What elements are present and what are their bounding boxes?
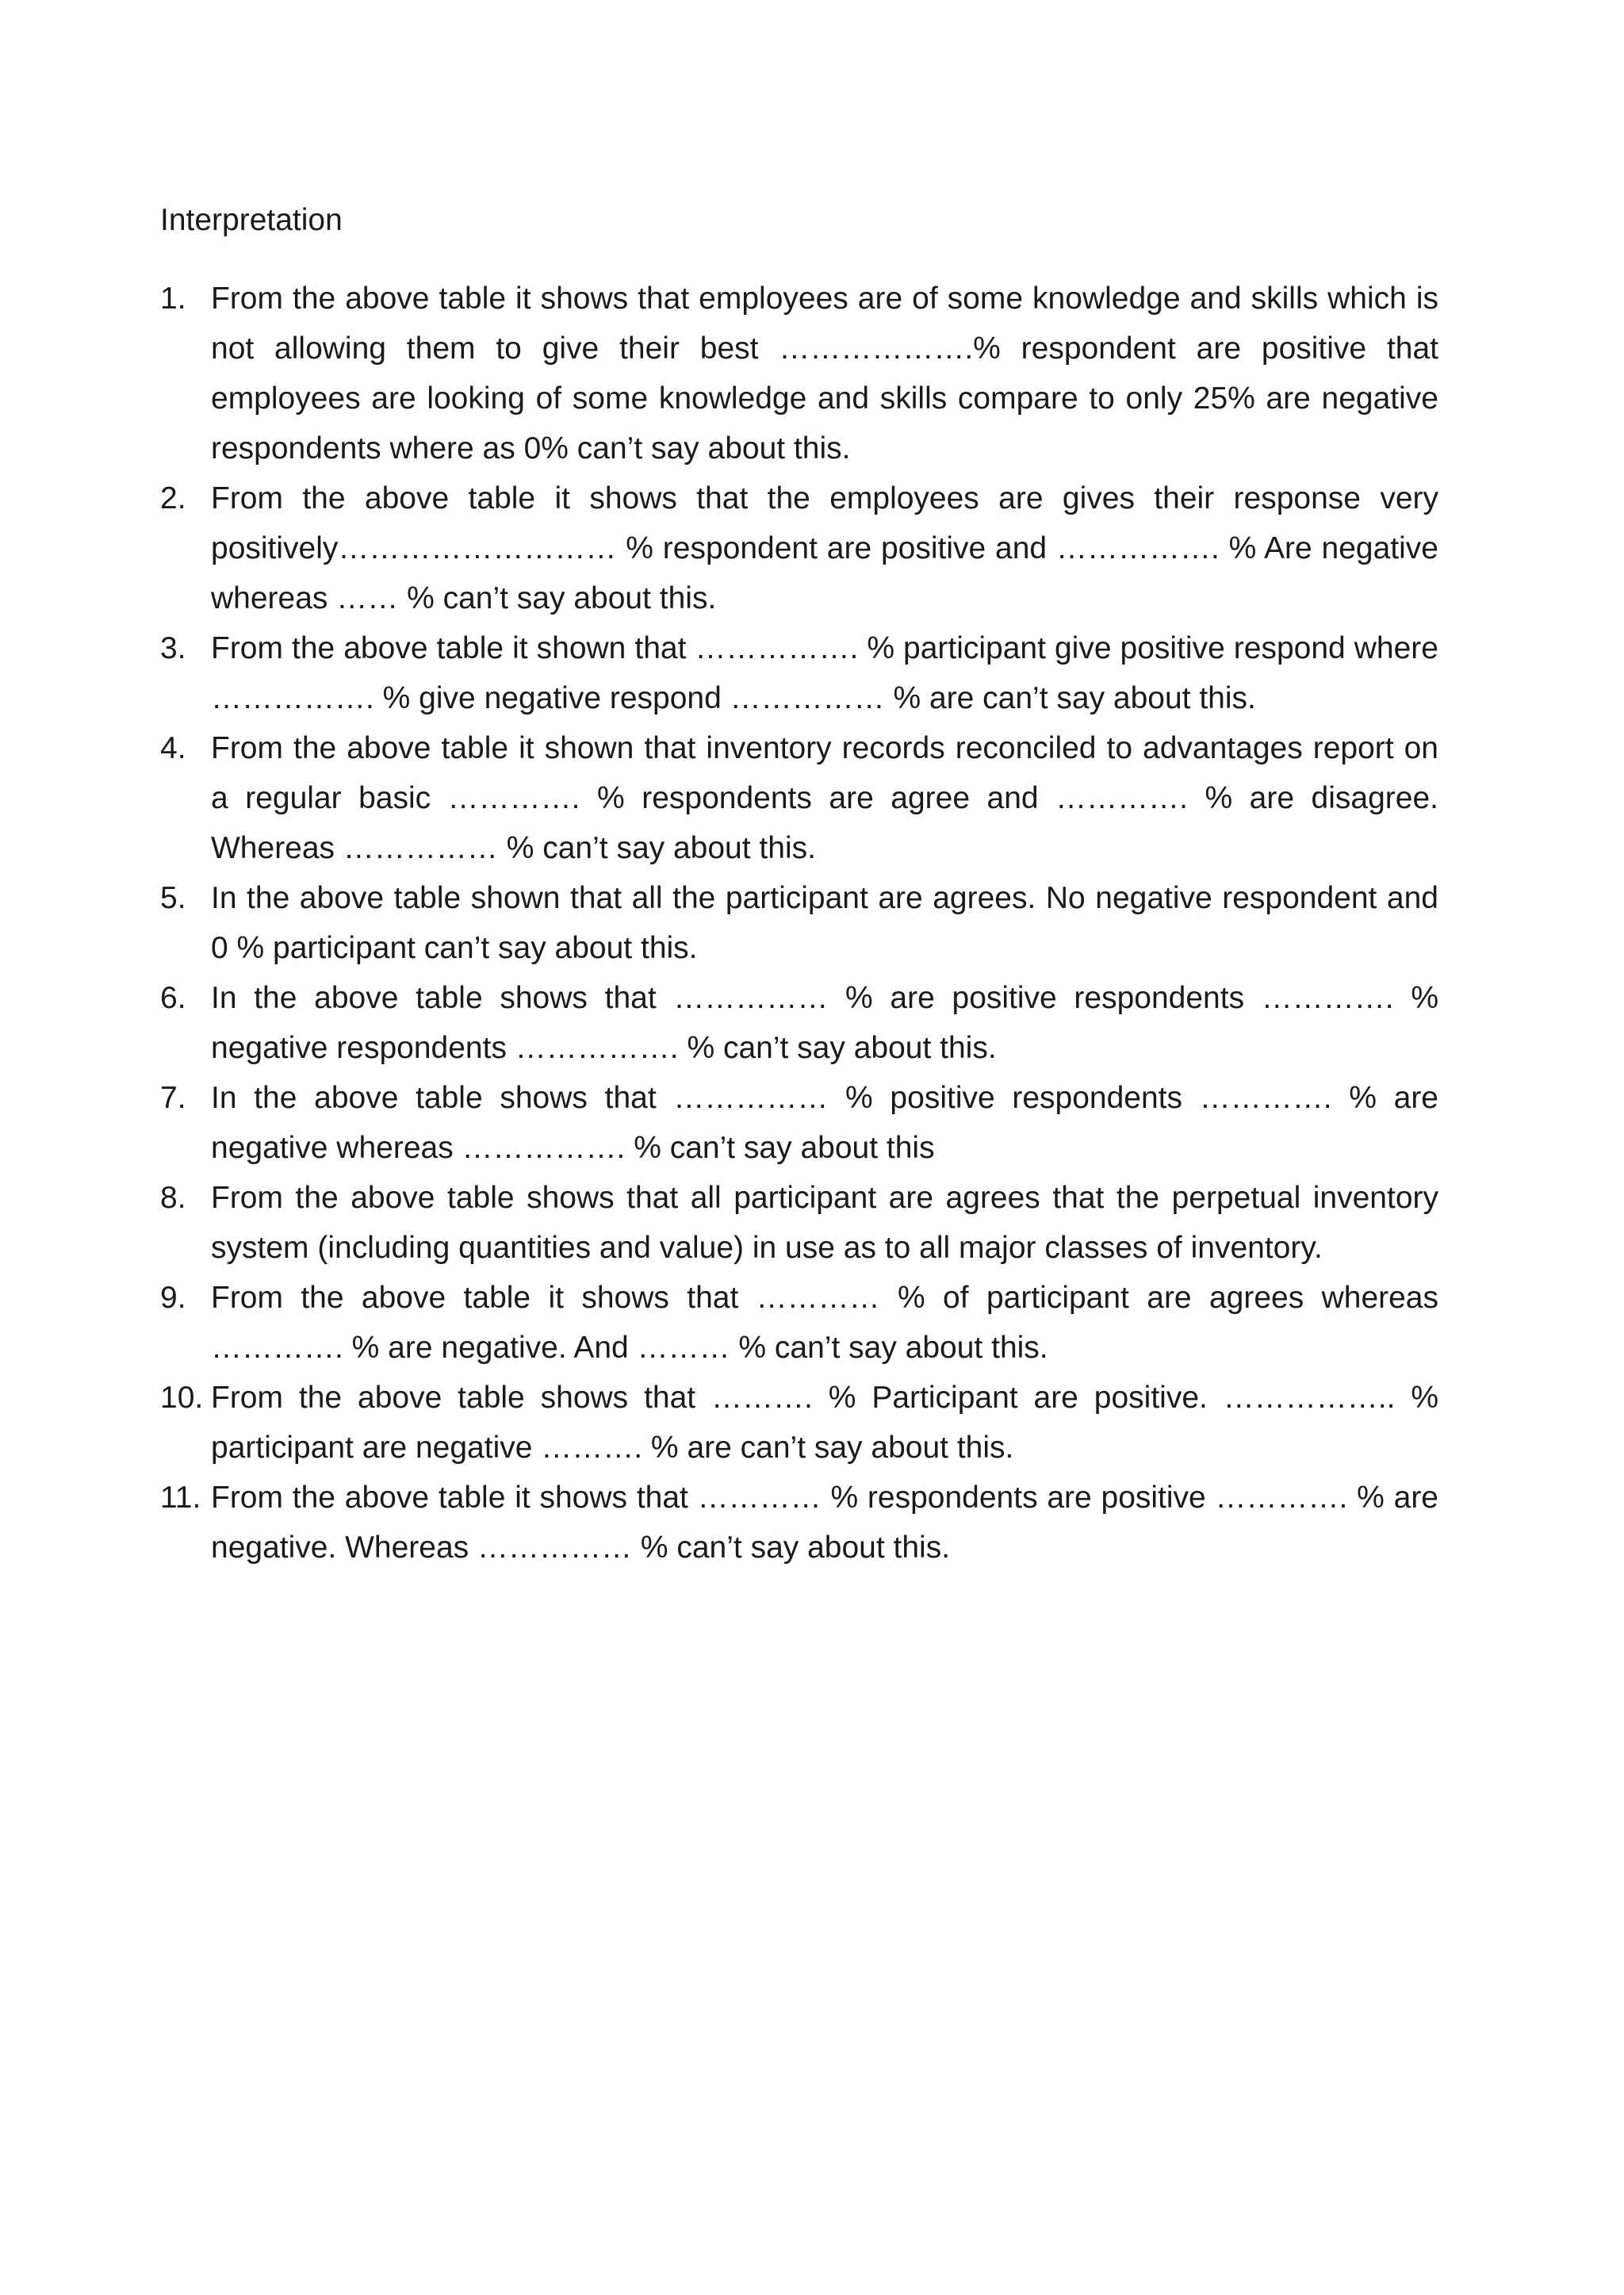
list-item — [160, 723, 1438, 873]
list-item-text: From the above table it shows that ………… % respondents are positive …………. % are negative. Whereas …………… % can’t say about this. — [211, 1481, 1438, 1565]
list-item — [160, 1073, 1438, 1173]
list-item-number: 5. — [160, 881, 186, 915]
list-item-number: 3. — [160, 631, 186, 665]
list-item-text: From the above table shows that all participant are agrees that the perpetual inventory system (including quantities and value) in use as to all major classes of inventory. — [211, 1181, 1438, 1265]
list-item-text: In the above table shown that all the participant are agrees. No negative respondent and 0 % participant can’t say about this. — [211, 881, 1438, 965]
list-item-text: In the above table shows that …………… % positive respondents …………. % are negative whereas ……………. % can’t say about this — [211, 1081, 1438, 1165]
list-item-text: From the above table it shows that employees are of some knowledge and skills which is not allowing them to give their best ……………….% respondent are positive that employees are looking of some knowledge and skills compare to only 25% are negative respondents where as 0% can’t say about this. — [211, 282, 1438, 466]
list-item-text: From the above table it shows that ………… % of participant are agrees whereas …………. % are negative. And ……… % can’t say about this. — [211, 1281, 1438, 1365]
list-item-number: 6. — [160, 981, 186, 1015]
list-item — [160, 973, 1438, 1073]
list-item-number: 11. — [160, 1481, 201, 1515]
list-item — [160, 473, 1438, 623]
list-item-text: In the above table shows that …………… % are positive respondents …………. % negative respondents ……………. % can’t say about this. — [211, 981, 1438, 1065]
list-item-number: 9. — [160, 1281, 186, 1315]
interpretation-list — [160, 274, 1438, 1573]
page-heading: Interpretation — [160, 203, 343, 237]
list-item-text: From the above table it shown that ……………. % participant give positive respond where ……………. % give negative respond …………… % are can’t say about this. — [211, 631, 1438, 715]
list-item-text: From the above table it shown that inventory records reconciled to advantages report on a regular basic …………. % respondents are agree and …………. % are disagree. Whereas …………… % can’t say about this. — [211, 731, 1438, 865]
list-item-number: 7. — [160, 1081, 186, 1115]
list-item-number: 2. — [160, 481, 186, 515]
list-item — [160, 1373, 1438, 1473]
list-item-number: 10. — [160, 1381, 204, 1415]
list-item-text: From the above table it shows that the employees are gives their response very positively……………………… % respondent are positive and ……………. % Are negative whereas …… % can’t say about this. — [211, 481, 1438, 615]
list-item — [160, 623, 1438, 723]
list-item — [160, 274, 1438, 473]
list-item-number: 1. — [160, 282, 186, 316]
list-item — [160, 1473, 1438, 1573]
list-item — [160, 1273, 1438, 1373]
list-item-number: 8. — [160, 1181, 186, 1215]
list-item — [160, 1173, 1438, 1273]
list-item-text: From the above table shows that ………. % Participant are positive. …………….. % participant are negative ………. % are can’t say about this. — [211, 1381, 1438, 1465]
list-item — [160, 873, 1438, 973]
list-item-number: 4. — [160, 731, 186, 765]
